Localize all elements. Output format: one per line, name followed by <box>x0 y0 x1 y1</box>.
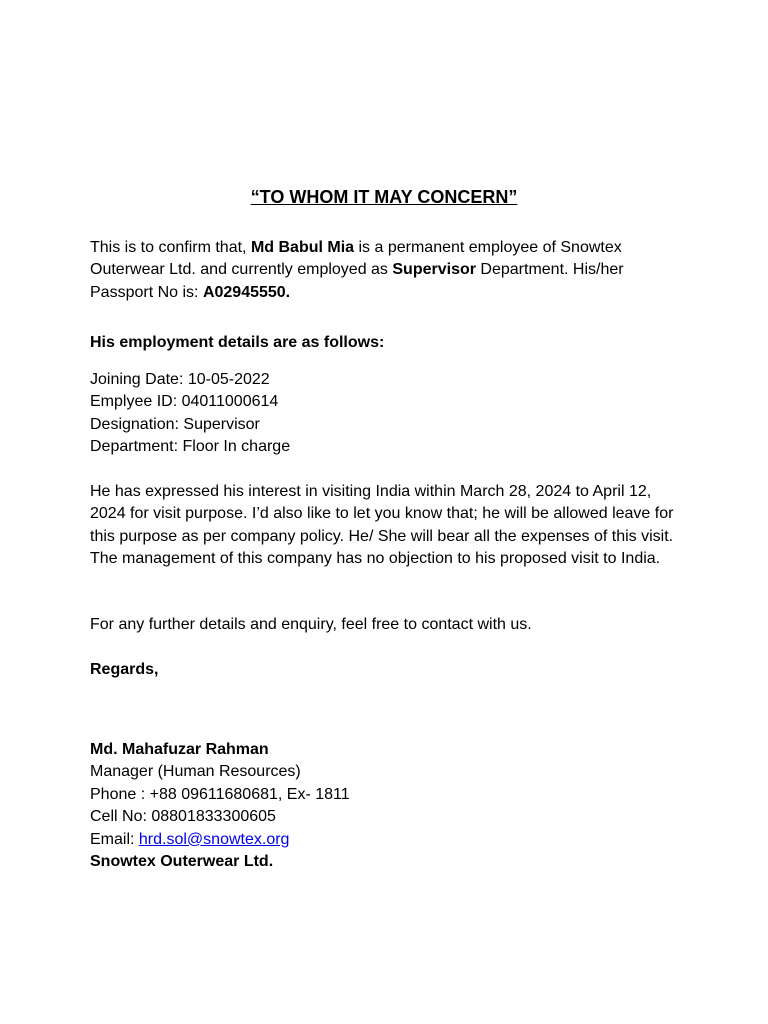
signatory-email-line <box>90 829 680 851</box>
details-heading: His employment details are as follows: <box>90 334 385 351</box>
signatory-phone: Phone : +88 09611680681, Ex- 1811 <box>90 785 350 803</box>
signature-block <box>90 739 680 873</box>
passport-number: A02945550. <box>202 283 291 301</box>
signatory-company: Snowtex Outerwear Ltd. <box>90 853 274 871</box>
signatory-position: Manager (Human Resources) <box>90 763 301 781</box>
visit-paragraph: He has expressed his interest in visiting India within March 28, 2024 to April 12, 2024 for visit purpose. I’d also like to let you know that; he will be allowed leave for this purpose as per company policy. He/ She will bear all the expenses of this visit. The management of this company has no objection to his proposed visit to India. <box>90 483 674 568</box>
employee-role: Supervisor <box>392 261 476 279</box>
employee-name: Md Babul Mia <box>250 239 355 256</box>
detail-designation: Designation: Supervisor <box>90 415 260 433</box>
intro-after-role: Department. His/her Passport No is: <box>90 261 624 301</box>
detail-joining-date: Joining Date: 10-05-2022 <box>90 371 270 388</box>
intro-mid: is a permanent employee of Snowtex Outerwear Ltd. and currently employed as <box>90 239 622 279</box>
regards-text: Regards, <box>90 661 159 678</box>
letter-title: “TO WHOM IT MAY CONCERN” <box>250 187 518 207</box>
detail-employee-id: Emplyee ID: 04011000614 <box>90 393 279 411</box>
detail-department: Department: Floor In charge <box>90 438 291 456</box>
signatory-name: Md. Mahafuzar Rahman <box>90 741 269 758</box>
intro-lead: This is to confirm that, <box>90 239 251 256</box>
email-label: Email: <box>90 830 139 848</box>
enquiry-text: For any further details and enquiry, feel free to contact with us. <box>90 616 532 633</box>
intro-paragraph <box>90 237 680 304</box>
details-list <box>90 369 680 459</box>
email-link[interactable]: hrd.sol@snowtex.org <box>138 830 290 848</box>
signatory-cell: Cell No: 08801833300605 <box>90 808 276 826</box>
